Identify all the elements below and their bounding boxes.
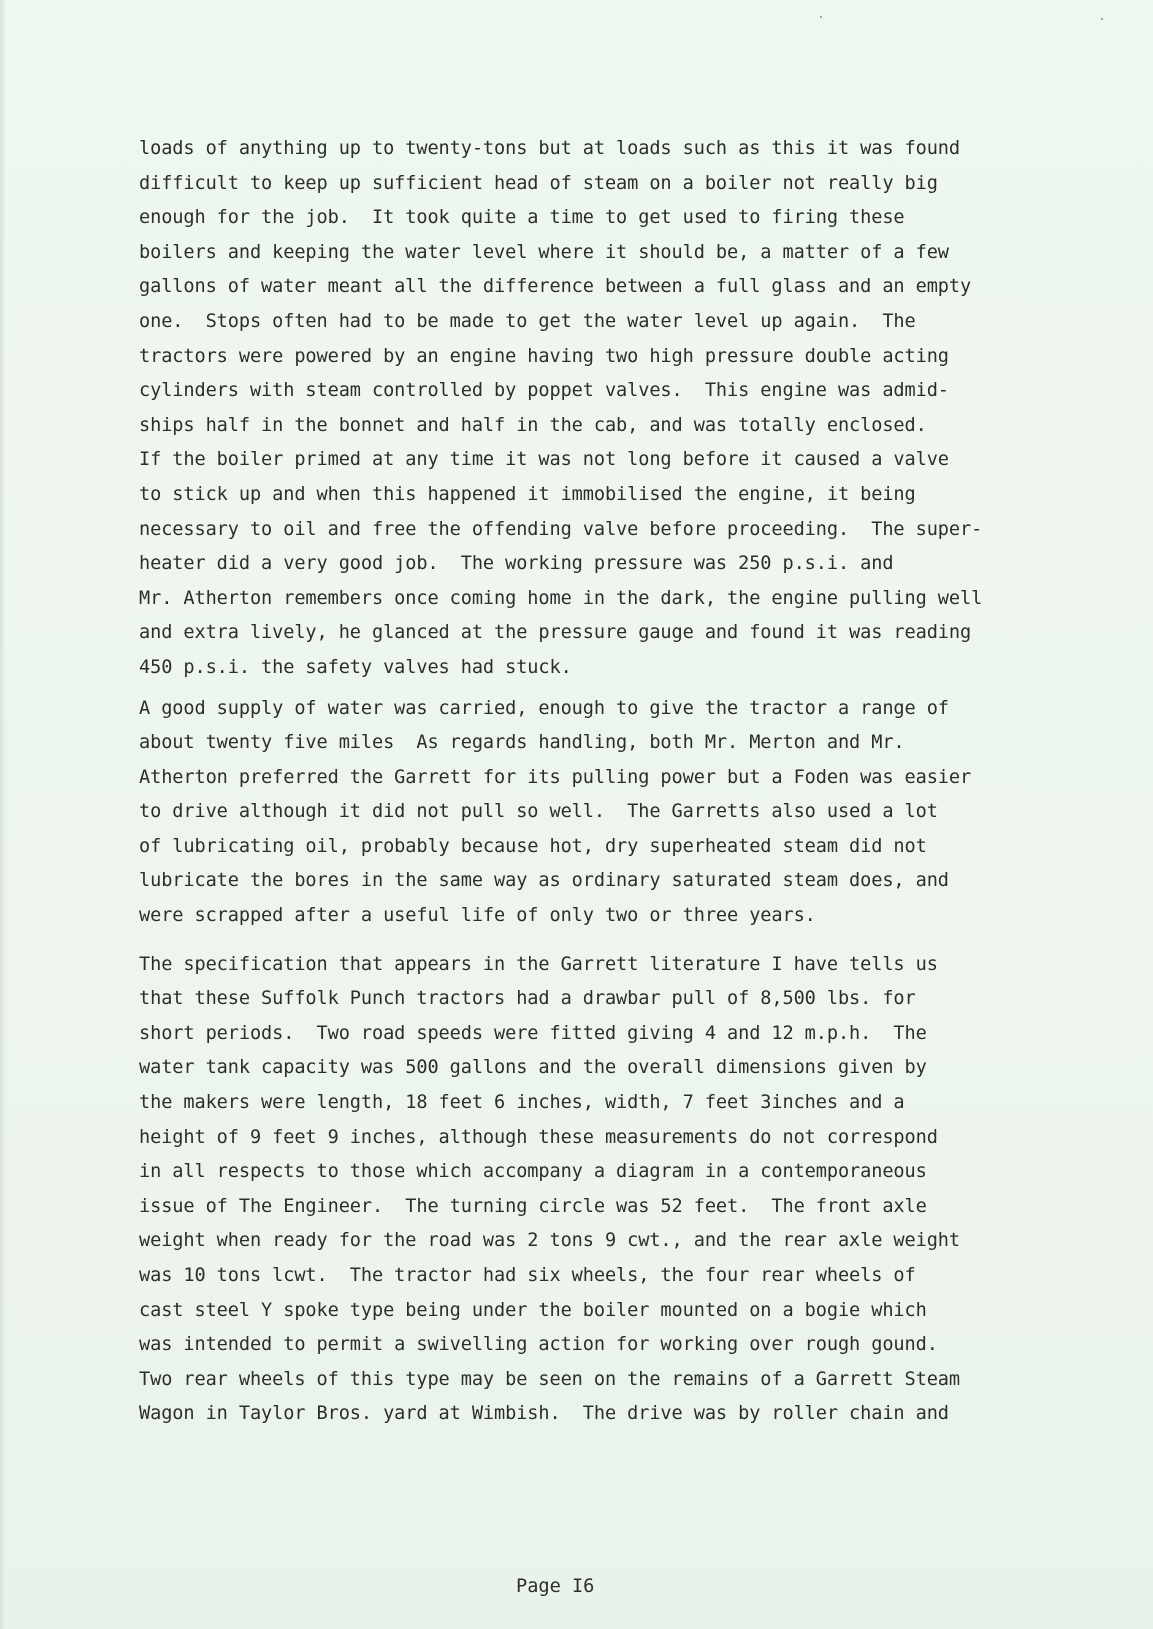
paragraph-2	[139, 692, 1099, 934]
text-line: Atherton preferred the Garrett for its pulling power but a Foden was easier	[139, 766, 972, 788]
text-line: If the boiler primed at any time it was not long before it caused a valve	[139, 449, 949, 471]
paragraph-spacer	[139, 934, 1099, 948]
text-line: Two rear wheels of this type may be seen on the remains of a Garrett Steam	[139, 1368, 960, 1390]
text-line: necessary to oil and free the offending valve before proceeding. The super-	[139, 518, 983, 540]
text-line: the makers were length, 18 feet 6 inches, width, 7 feet 3inches and a	[139, 1092, 905, 1114]
paper-speck	[820, 16, 822, 18]
text-line: The specification that appears in the Garrett literature I have tells us	[139, 953, 938, 975]
text-line: one. Stops often had to be made to get the water level up again. The	[139, 310, 916, 332]
text-line: cylinders with steam controlled by poppet valves. This engine was admid-	[139, 380, 949, 402]
text-line: 450 p.s.i. the safety valves had stuck.	[139, 656, 572, 678]
text-line: gallons of water meant all the difference between a full glass and an empty	[139, 276, 972, 298]
text-line: lubricate the bores in the same way as ordinary saturated steam does, and	[139, 870, 949, 892]
text-line: water tank capacity was 500 gallons and the overall dimensions given by	[139, 1057, 927, 1079]
text-line: weight when ready for the road was 2 tons 9 cwt., and the rear axle weight	[139, 1230, 960, 1252]
body-text	[139, 132, 1099, 1432]
text-line: in all respects to those which accompany a diagram in a contemporaneous	[139, 1161, 927, 1183]
text-line: boilers and keeping the water level where it should be, a matter of a few	[139, 241, 949, 263]
page-edge-shadow	[0, 0, 6, 1629]
text-line: Wagon in Taylor Bros. yard at Wimbish. The drive was by roller chain and	[139, 1403, 949, 1425]
text-line: heater did a very good job. The working pressure was 250 p.s.i. and	[139, 553, 894, 575]
text-line: cast steel Y spoke type being under the boiler mounted on a bogie which	[139, 1299, 927, 1321]
page-number: Page I6	[516, 1576, 595, 1597]
text-line: tractors were powered by an engine having two high pressure double acting	[139, 345, 949, 367]
text-line: height of 9 feet 9 inches, although these measurements do not correspond	[139, 1126, 938, 1148]
text-line: to drive although it did not pull so well. The Garretts also used a lot	[139, 801, 938, 823]
text-line: was 10 tons lcwt. The tractor had six wheels, the four rear wheels of	[139, 1265, 916, 1286]
paragraph-1	[139, 132, 1099, 686]
text-line: Mr. Atherton remembers once coming home in the dark, the engine pulling well	[139, 587, 983, 609]
text-line: of lubricating oil, probably because hot, dry superheated steam did not	[139, 835, 927, 857]
text-line: to stick up and when this happened it immobilised the engine, it being	[139, 483, 916, 505]
text-line: A good supply of water was carried, enough to give the tractor a range of	[139, 697, 949, 719]
text-line: that these Suffolk Punch tractors had a drawbar pull of 8,500 lbs. for	[139, 988, 916, 1010]
paragraph-3	[139, 948, 1099, 1432]
text-line: difficult to keep up sufficient head of steam on a boiler not really big	[139, 172, 938, 194]
text-line: enough for the job. It took quite a time to get used to firing these	[139, 207, 905, 229]
paper-speck	[1101, 18, 1103, 20]
text-line: and extra lively, he glanced at the pressure gauge and found it was reading	[139, 622, 972, 644]
text-line: were scrapped after a useful life of only two or three years.	[139, 905, 816, 927]
text-line: issue of The Engineer. The turning circle was 52 feet. The front axle	[139, 1195, 927, 1217]
text-line: about twenty five miles As regards handling, both Mr. Merton and Mr.	[139, 732, 905, 754]
text-line: short periods. Two road speeds were fitted giving 4 and 12 m.p.h. The	[139, 1022, 927, 1044]
text-line: loads of anything up to twenty-tons but at loads such as this it was found	[139, 138, 960, 159]
text-line: was intended to permit a swivelling action for working over rough gound.	[139, 1334, 938, 1356]
text-line: ships half in the bonnet and half in the cab, and was totally enclosed.	[139, 414, 927, 436]
